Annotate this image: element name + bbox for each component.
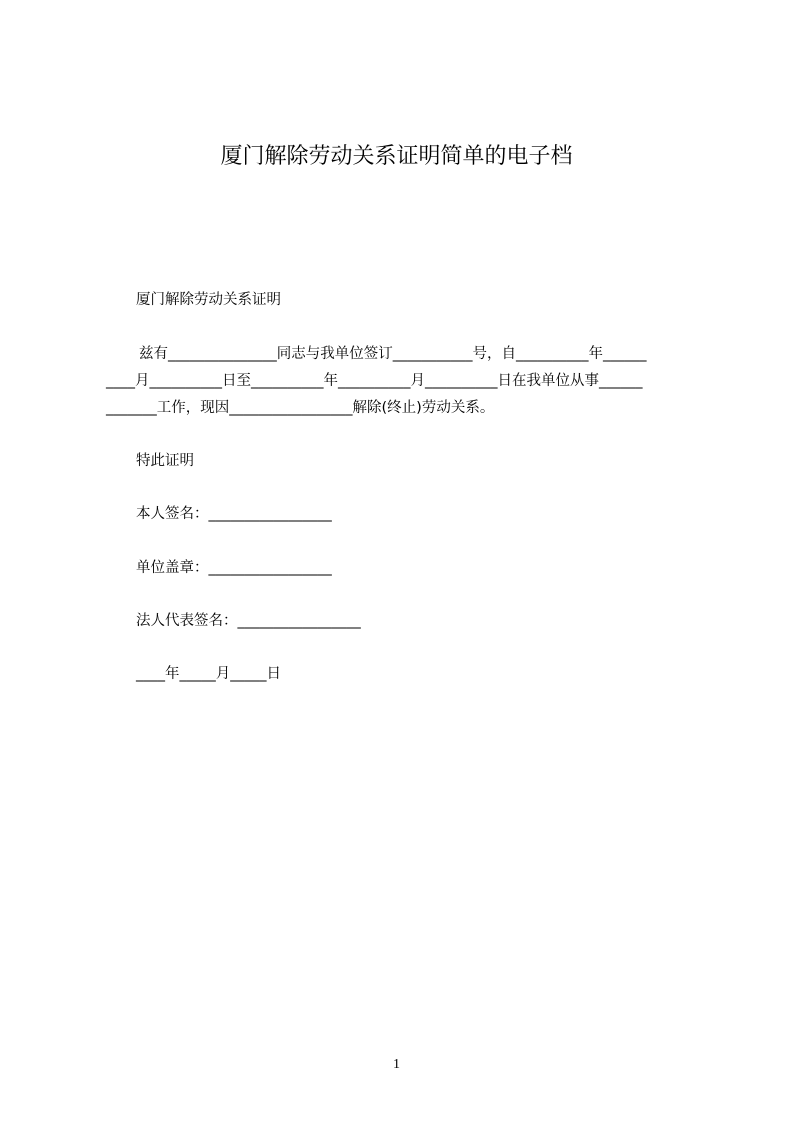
document-title: 厦门解除劳动关系证明简单的电子档 xyxy=(220,144,573,169)
certificate-body-line-2: ____月__________日至__________年__________月__________日在我单位从事______ xyxy=(106,373,643,389)
certificate-body-line-3: _______工作，现因_________________解除(终止)劳动关系。 xyxy=(106,400,495,416)
page-number: 1 xyxy=(393,1057,400,1072)
certificate-body-line-1: 兹有_______________同志与我单位签订___________号，自__________年______ xyxy=(139,346,647,362)
unit-seal-line: 单位盖章：_________________ xyxy=(136,560,332,576)
certificate-heading: 厦门解除劳动关系证明 xyxy=(136,292,281,308)
special-certification-text: 特此证明 xyxy=(136,453,194,469)
self-signature-line: 本人签名：_________________ xyxy=(136,506,332,522)
date-line: ____年_____月_____日 xyxy=(136,666,281,682)
legal-representative-signature-line: 法人代表签名：_________________ xyxy=(136,613,361,629)
